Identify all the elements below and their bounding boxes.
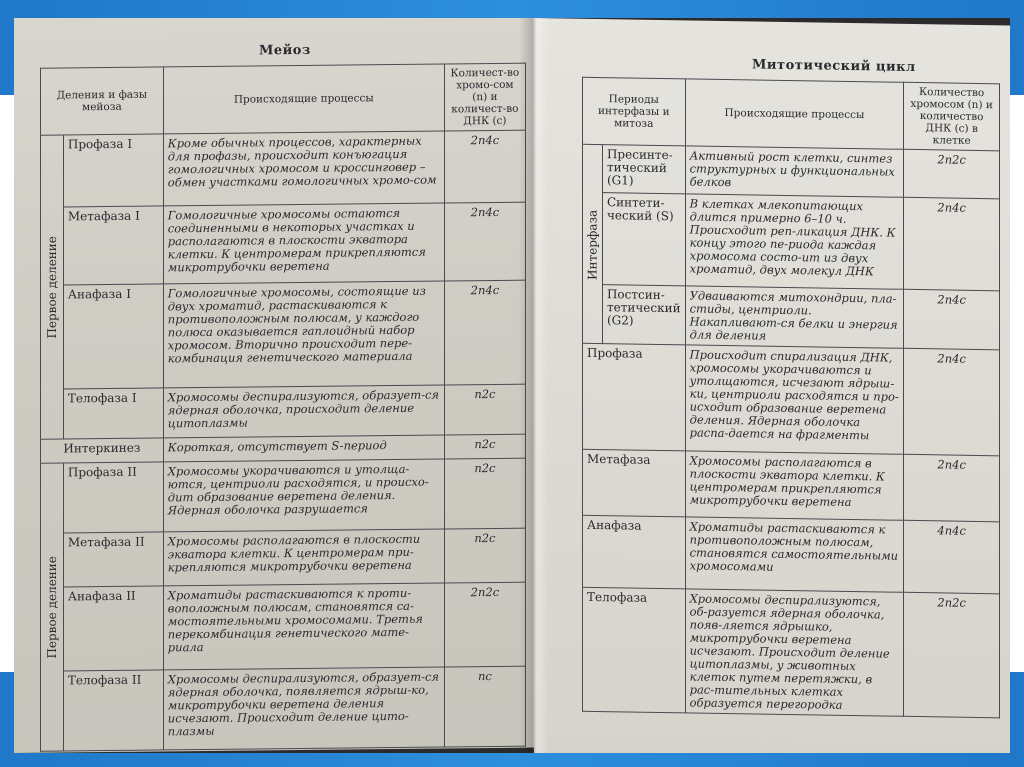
- value-cell: 2n4c: [904, 348, 1000, 456]
- table-row: [41, 384, 526, 439]
- process-cell: Хромосомы укорачиваются и утолща-ются, центриоли расходятся, и происхо-дит образование веретена деления. Ядерная оболочка разрушается: [163, 459, 444, 532]
- table-row: [41, 528, 526, 587]
- process-cell: Хромосомы располагаются в плоскости экватора клетки. К центромерам при-крепляются микротрубочки веретена: [163, 529, 444, 586]
- mitosis-header-count: Количество хромосом (n) и количество ДНК (c) в клетке: [904, 82, 1000, 151]
- table-row: [41, 666, 526, 751]
- table-row: [41, 202, 526, 285]
- value-cell: n2c: [444, 384, 525, 435]
- phase-cell: Профаза: [583, 343, 686, 451]
- process-cell: Хромосомы деспирализуются, образует-ся ядерная оболочка, происходит деление цитоплазмы: [163, 385, 444, 438]
- value-cell: 2n4c: [444, 130, 525, 203]
- phase-cell: Анафаза II: [63, 586, 163, 671]
- table-row: [583, 192, 1000, 291]
- group-interphase: Интерфаза: [583, 144, 603, 343]
- process-cell: Гомологичные хромосомы, состоящие из двух хроматид, растаскиваются к противоположным полюсам, у каждого полюса оказывается гаплоидный набор хромосом. Вторично происходит пере-комбинация генетического материала: [163, 281, 444, 388]
- phase-cell: Профаза II: [63, 462, 163, 533]
- process-cell: Удваиваются митохондрии, пла-стиды, центриоли. Накапливают-ся белки и энергия для деления: [685, 286, 904, 348]
- value-cell: 2n2c: [444, 582, 525, 667]
- phase-cell: Интеркинез: [41, 438, 164, 463]
- mitosis-header-processes: Происходящие процессы: [685, 79, 904, 149]
- value-cell: 2n2c: [904, 592, 1000, 718]
- value-cell: n2c: [444, 434, 525, 459]
- phase-cell: Анафаза I: [63, 284, 163, 389]
- meiosis-table: [40, 63, 526, 752]
- process-cell: Гомологичные хромосомы остаются соединенными в некоторых участках и располагаются в плоскости экватора клетки. К центромерам прикрепляются микротрубочки веретена: [163, 203, 444, 284]
- phase-cell: Синтети-ческий (S): [602, 193, 685, 286]
- meiosis-header-phases: Деления и фазы мейоза: [41, 67, 164, 135]
- table-row: [41, 458, 526, 533]
- right-page-mitosis: [534, 18, 1010, 753]
- value-cell: 2n4c: [904, 197, 1000, 291]
- book-photo: [14, 18, 1010, 753]
- process-cell: Происходит спирализация ДНК, хромосомы укорачиваются и утолщаются, исчезают ядрыш-ки, центриоли расходятся и про-исходит образование веретена деления. Ядерная оболочка распа-дается на фрагменты: [685, 345, 904, 454]
- value-cell: 2n4c: [444, 202, 525, 281]
- meiosis-header-processes: Происходящие процессы: [163, 64, 444, 134]
- table-row: [583, 587, 1000, 718]
- phase-cell: Постсин-тетический (G2): [602, 285, 685, 345]
- table-row: [41, 130, 526, 207]
- value-cell: nc: [444, 666, 525, 747]
- phase-cell: Телофаза II: [63, 670, 163, 751]
- value-cell: n2c: [444, 458, 525, 529]
- mitosis-title: Митотический цикл: [752, 57, 916, 75]
- process-cell: Хромосомы располагаются в плоскости экватора клетки. К центромерам прикрепляются микротрубочки веретена: [685, 451, 904, 520]
- mitosis-table: [582, 77, 1000, 719]
- process-cell: Хроматиды растаскиваются к противоположным полюсам, становятся самостоятельными хромосомами: [685, 517, 904, 592]
- process-cell: Короткая, отсутствует S-период: [163, 435, 444, 462]
- table-row: [583, 284, 1000, 350]
- process-cell: Хроматиды растаскиваются к проти-воположным полюсам, становятся са-мостоятельными хромосомами. Третья перекомбинация генетического мате-риала: [163, 583, 444, 670]
- phase-cell: Телофаза: [583, 587, 686, 713]
- meiosis-header-count: Количест-во хромо-сом (n) и количест-во ДНК (c): [444, 63, 525, 131]
- table-row: [583, 449, 1000, 522]
- process-cell: Хромосомы деспирализуются, образует-ся ядерная оболочка, появляется ядрыш-ко, микротрубочки веретена деления исчезают. Происходит деление цито-плазмы: [163, 667, 444, 750]
- phase-cell: Метафаза: [583, 449, 686, 517]
- process-cell: Кроме обычных процессов, характерных для профазы, происходит конъюгация гомологичных хромосом и кроссинговер – обмен участками гомологичных хромо-сом: [163, 131, 444, 206]
- phase-cell: Метафаза I: [63, 206, 163, 285]
- value-cell: n2c: [444, 528, 525, 583]
- value-cell: 2n4c: [444, 280, 525, 385]
- table-row: [583, 144, 1000, 199]
- book-spine-fold: [519, 18, 549, 753]
- process-cell: В клетках млекопитающих длится примерно 6–10 ч. Происходит реп-ликация ДНК. К концу этого пе-риода каждая хромосома состо-ит из двух хроматид, двух молекул ДНК: [685, 194, 904, 289]
- phase-cell: Профаза I: [63, 134, 163, 207]
- meiosis-header-row: [41, 63, 526, 135]
- value-cell: 2n4c: [904, 289, 1000, 350]
- mitosis-header-row: [583, 77, 1000, 151]
- phase-cell: Пресинте-тический (G1): [602, 145, 685, 194]
- meiosis-title: Мейоз: [259, 42, 311, 59]
- process-cell: Активный рост клетки, синтез структурных и функциональных белков: [685, 146, 904, 197]
- phase-cell: Телофаза I: [63, 388, 163, 439]
- table-row: [583, 343, 1000, 456]
- value-cell: 2n4c: [904, 454, 1000, 522]
- value-cell: 4n4c: [904, 520, 1000, 594]
- table-row: [41, 582, 526, 671]
- group-first-division-2: Первое деление: [41, 463, 64, 751]
- value-cell: 2n2c: [904, 149, 1000, 199]
- process-cell: Хромосомы деспирализуются, об-разуется ядерная оболочка, появ-ляется ядрышко, микротрубочки веретена исчезают. Происходит деление цитоплазмы, у животных клеток путем перетяжки, в рас-тительных клетках образуется перегородка: [685, 589, 904, 716]
- table-row: [41, 280, 526, 389]
- group-first-division-1: Первое деление: [41, 135, 64, 439]
- table-row: [583, 515, 1000, 594]
- left-page-meiosis: [14, 18, 534, 753]
- phase-cell: Анафаза: [583, 515, 686, 589]
- mitosis-header-periods: Периоды интерфазы и митоза: [583, 77, 686, 146]
- phase-cell: Метафаза II: [63, 532, 163, 587]
